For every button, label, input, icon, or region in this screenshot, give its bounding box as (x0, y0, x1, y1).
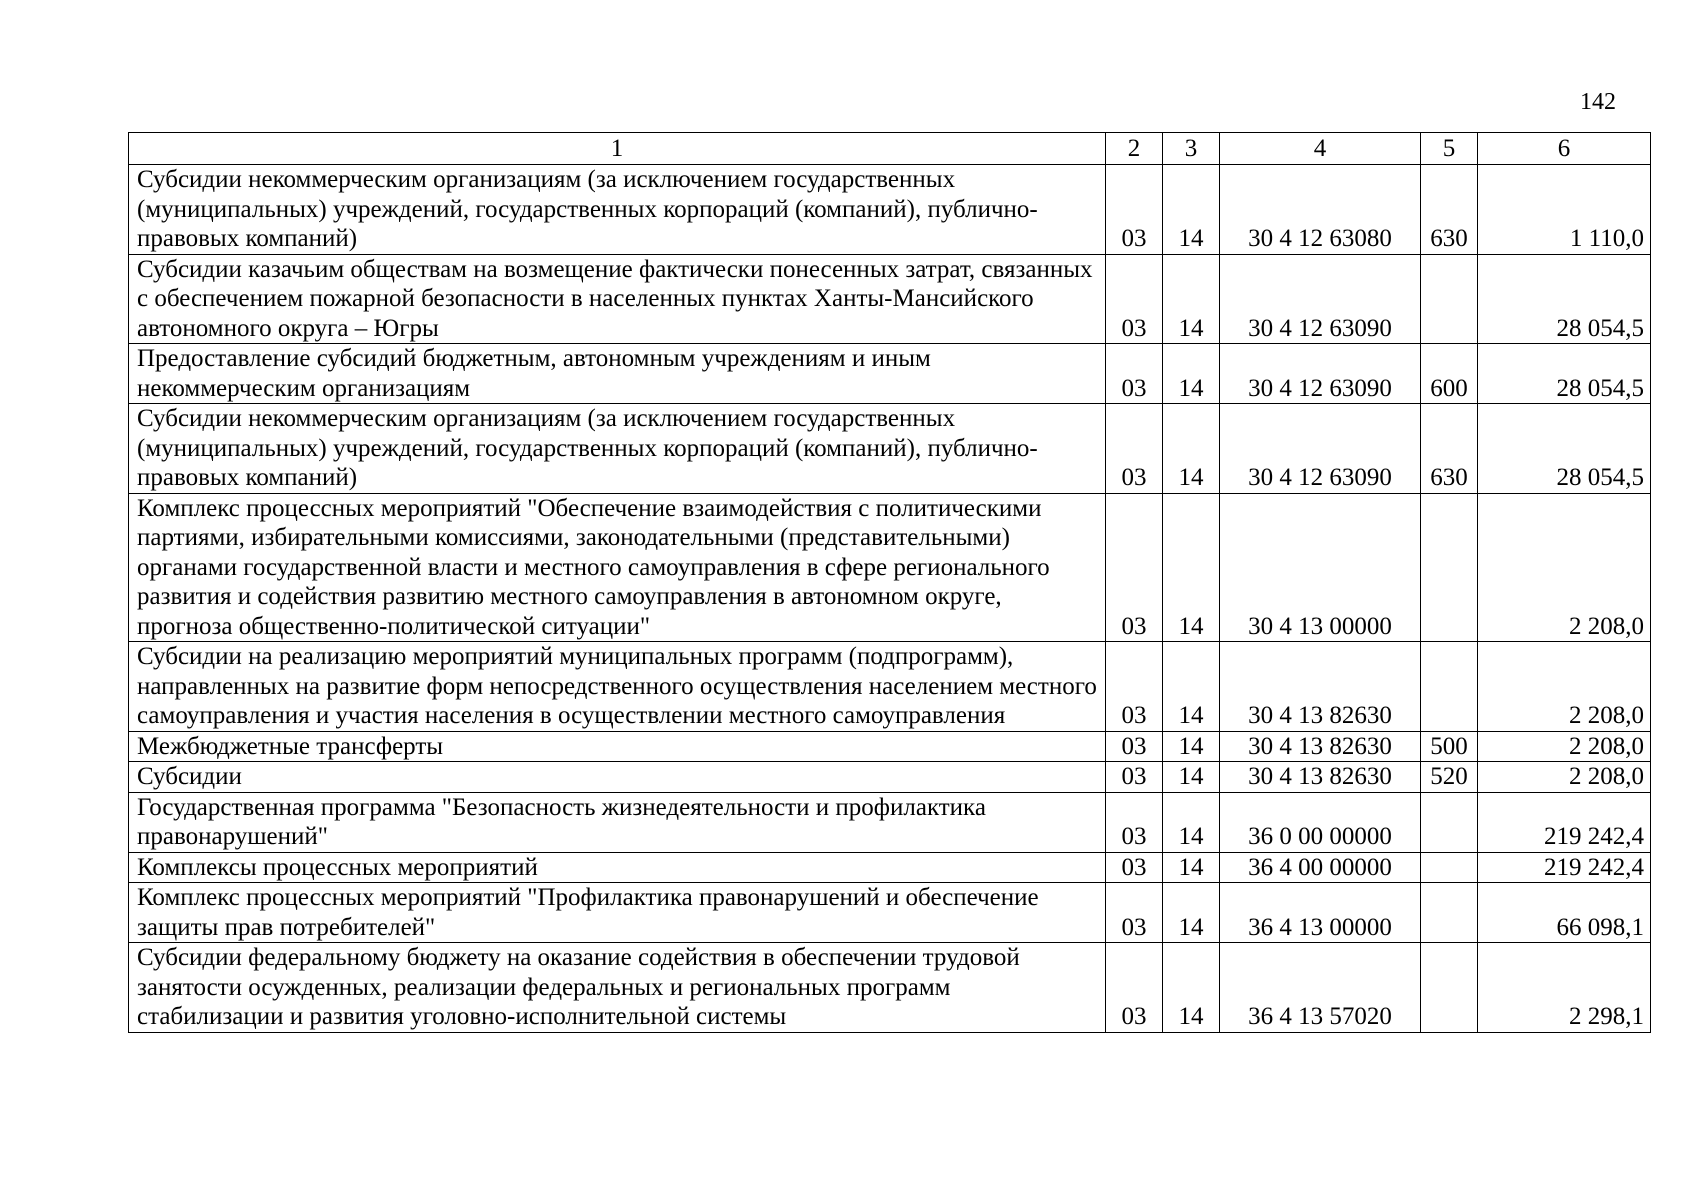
header-col-3: 3 (1163, 133, 1220, 165)
row-name: Комплекс процессных мероприятий "Обеспечение взаимодействия с политическими партиями, избирательными комиссиями, законодательными (представительными) органами государственной власти и местного самоуправления в сфере регионального развития и содействия развитию местного самоуправления в автономном округе, прогноза общественно-политической ситуации" (129, 493, 1106, 642)
row-amount: 2 208,0 (1478, 493, 1651, 642)
row-target-article: 30 4 13 82630 (1220, 731, 1421, 762)
row-name: Субсидии федеральному бюджету на оказание содействия в обеспечении трудовой занятости осужденных, реализации федеральных и региональных программ стабилизации и развития уголовно-исполнительной системы (129, 943, 1106, 1033)
row-amount: 2 298,1 (1478, 943, 1651, 1033)
row-target-article: 30 4 12 63090 (1220, 344, 1421, 404)
table-row (129, 642, 1651, 732)
row-subsection: 14 (1163, 943, 1220, 1033)
header-col-5: 5 (1421, 133, 1478, 165)
table-row (129, 762, 1651, 793)
row-subsection: 14 (1163, 642, 1220, 732)
budget-table (128, 132, 1651, 1033)
row-subsection: 14 (1163, 344, 1220, 404)
row-section: 03 (1106, 254, 1163, 344)
row-amount: 2 208,0 (1478, 762, 1651, 793)
row-section: 03 (1106, 731, 1163, 762)
row-section: 03 (1106, 165, 1163, 255)
row-section: 03 (1106, 762, 1163, 793)
header-col-2: 2 (1106, 133, 1163, 165)
row-target-article: 30 4 13 82630 (1220, 762, 1421, 793)
row-subsection: 14 (1163, 165, 1220, 255)
row-amount: 28 054,5 (1478, 344, 1651, 404)
row-amount: 66 098,1 (1478, 883, 1651, 943)
row-target-article: 30 4 13 00000 (1220, 493, 1421, 642)
row-subsection: 14 (1163, 254, 1220, 344)
row-subsection: 14 (1163, 493, 1220, 642)
row-target-article: 36 0 00 00000 (1220, 792, 1421, 852)
row-expense-type: 500 (1421, 731, 1478, 762)
row-subsection: 14 (1163, 792, 1220, 852)
table-row (129, 852, 1651, 883)
table-row (129, 254, 1651, 344)
row-name: Субсидии некоммерческим организациям (за исключением государственных (муниципальных) учреждений, государственных корпораций (компаний), публично-правовых компаний) (129, 404, 1106, 494)
row-name: Субсидии (129, 762, 1106, 793)
row-name: Комплексы процессных мероприятий (129, 852, 1106, 883)
row-amount: 2 208,0 (1478, 731, 1651, 762)
row-amount: 28 054,5 (1478, 404, 1651, 494)
row-subsection: 14 (1163, 762, 1220, 793)
row-subsection: 14 (1163, 731, 1220, 762)
header-col-1: 1 (129, 133, 1106, 165)
page-number: 142 (1580, 89, 1616, 115)
row-expense-type (1421, 254, 1478, 344)
row-subsection: 14 (1163, 404, 1220, 494)
header-col-6: 6 (1478, 133, 1651, 165)
row-name: Предоставление субсидий бюджетным, автономным учреждениям и иным некоммерческим организациям (129, 344, 1106, 404)
row-section: 03 (1106, 344, 1163, 404)
row-expense-type (1421, 642, 1478, 732)
row-expense-type: 630 (1421, 404, 1478, 494)
table-row (129, 344, 1651, 404)
row-name: Государственная программа "Безопасность жизнедеятельности и профилактика правонарушений" (129, 792, 1106, 852)
row-expense-type (1421, 792, 1478, 852)
row-section: 03 (1106, 404, 1163, 494)
row-expense-type (1421, 943, 1478, 1033)
row-expense-type: 630 (1421, 165, 1478, 255)
row-section: 03 (1106, 493, 1163, 642)
row-section: 03 (1106, 792, 1163, 852)
row-amount: 1 110,0 (1478, 165, 1651, 255)
row-target-article: 36 4 13 00000 (1220, 883, 1421, 943)
row-name: Субсидии некоммерческим организациям (за исключением государственных (муниципальных) учреждений, государственных корпораций (компаний), публично-правовых компаний) (129, 165, 1106, 255)
row-section: 03 (1106, 852, 1163, 883)
row-section: 03 (1106, 883, 1163, 943)
table-row (129, 165, 1651, 255)
table-row (129, 792, 1651, 852)
row-subsection: 14 (1163, 852, 1220, 883)
row-amount: 219 242,4 (1478, 852, 1651, 883)
table-row (129, 493, 1651, 642)
row-target-article: 36 4 00 00000 (1220, 852, 1421, 883)
table-row (129, 404, 1651, 494)
row-expense-type (1421, 852, 1478, 883)
row-name: Субсидии на реализацию мероприятий муниципальных программ (подпрограмм), направленных на развитие форм непосредственного осуществления населением местного самоуправления и участия населения в осуществлении местного самоуправления (129, 642, 1106, 732)
row-expense-type: 600 (1421, 344, 1478, 404)
row-name: Субсидии казачьим обществам на возмещение фактически понесенных затрат, связанных с обеспечением пожарной безопасности в населенных пунктах Ханты-Мансийского автономного округа – Югры (129, 254, 1106, 344)
table-row (129, 943, 1651, 1033)
row-subsection: 14 (1163, 883, 1220, 943)
row-section: 03 (1106, 642, 1163, 732)
row-expense-type (1421, 493, 1478, 642)
table-header-row (129, 133, 1651, 165)
row-amount: 219 242,4 (1478, 792, 1651, 852)
row-name: Комплекс процессных мероприятий "Профилактика правонарушений и обеспечение защиты прав потребителей" (129, 883, 1106, 943)
row-expense-type: 520 (1421, 762, 1478, 793)
row-target-article: 36 4 13 57020 (1220, 943, 1421, 1033)
table-row (129, 883, 1651, 943)
row-target-article: 30 4 12 63090 (1220, 254, 1421, 344)
row-amount: 28 054,5 (1478, 254, 1651, 344)
row-expense-type (1421, 883, 1478, 943)
row-name: Межбюджетные трансферты (129, 731, 1106, 762)
row-target-article: 30 4 12 63090 (1220, 404, 1421, 494)
row-target-article: 30 4 13 82630 (1220, 642, 1421, 732)
row-amount: 2 208,0 (1478, 642, 1651, 732)
row-section: 03 (1106, 943, 1163, 1033)
header-col-4: 4 (1220, 133, 1421, 165)
row-target-article: 30 4 12 63080 (1220, 165, 1421, 255)
table-row (129, 731, 1651, 762)
